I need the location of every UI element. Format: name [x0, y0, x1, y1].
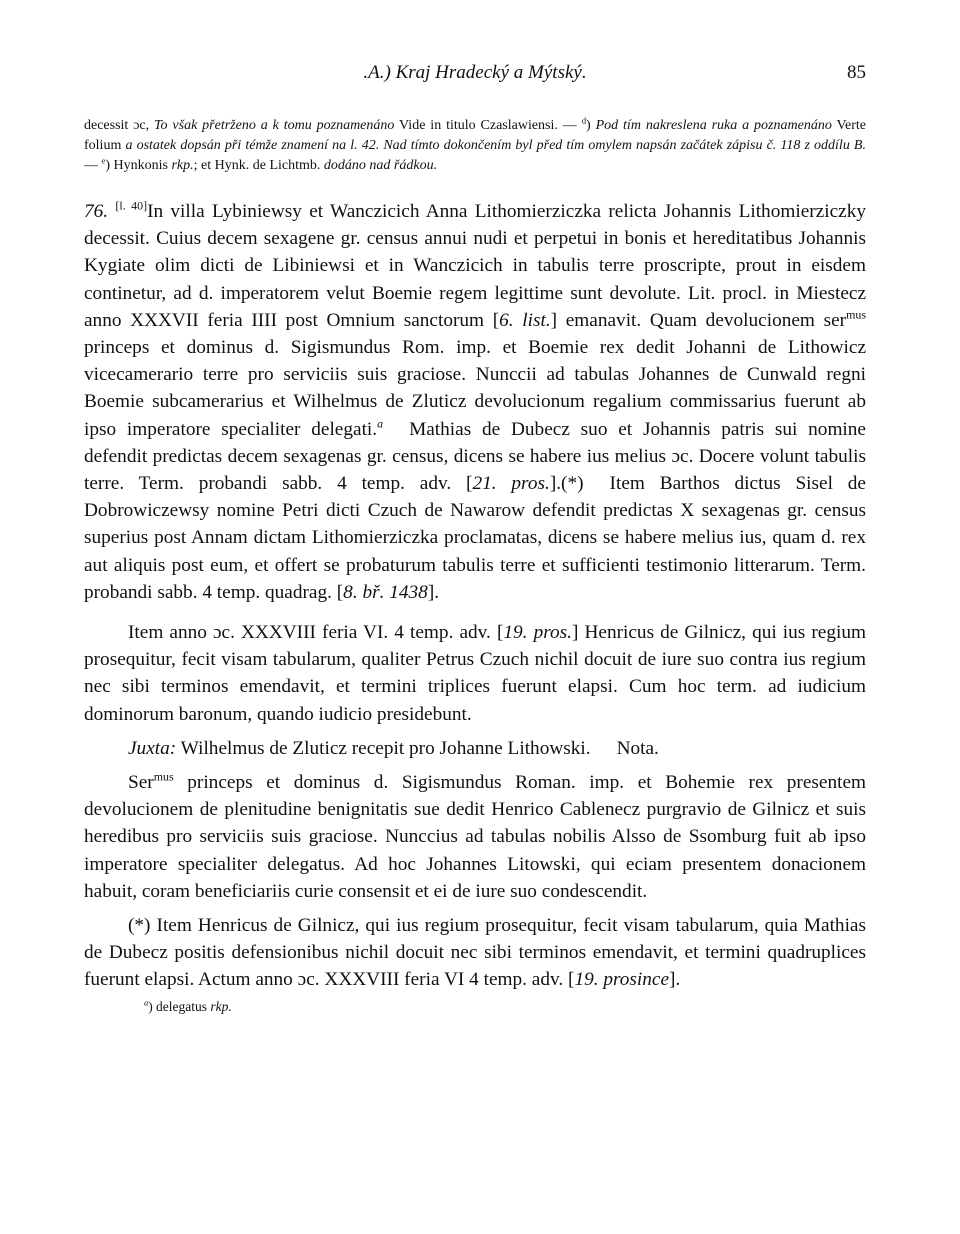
superscript: e [101, 155, 106, 166]
page-number: 85 [847, 62, 866, 83]
text-run: ) delegatus [148, 998, 211, 1014]
italic-run: 21. pros. [472, 473, 550, 495]
italic-run: a ostatek dopsán při témže znamení na l. 42. Nad tímto dokončením byl před tím omylem napsán začátek zápisu č. 118 z oddílu B. [125, 138, 866, 153]
text-run: ; et Hynk. de Lichtmb. [193, 158, 324, 173]
italic-run: 8. bř. 1438 [343, 581, 428, 603]
italic-run: rkp. [171, 158, 194, 173]
superscript: a [144, 998, 149, 1008]
text-run: Nota. [616, 737, 659, 759]
superscript: a [377, 416, 384, 431]
italic-run: Juxta: [128, 737, 177, 759]
italic-run: 19. pros. [503, 622, 572, 644]
text-run: ) [586, 118, 596, 133]
paragraph [84, 769, 866, 905]
superscript: mus [153, 769, 174, 784]
text-run: ) Hynkonis [105, 158, 172, 173]
text-run: Item Barthos dictus Sisel de Dobrowiczewsy nomine Petri dicti Czuch de Nawarow defendit predictas X sexagenas gr. census superius post Annam dictam Lithomierziczka proclamatas, dicens se habere melius ius, quam d. rex aut aliquis post eum, et offert se probaturum tabulis terre et sufficienti testimonio litterarum. Term. probandi sabb. 4 temp. quadrag. [ [84, 473, 866, 603]
superscript: [l. 40] [115, 198, 148, 213]
superscript: mus [846, 307, 866, 322]
italic-run: dodáno nad řádkou. [323, 158, 438, 173]
italic-run: rkp. [210, 998, 232, 1014]
paragraph [84, 198, 866, 606]
text-run: princeps et dominus d. Sigismundus Roman. imp. et Bohemie rex presentem devolucionem de plenitudine benignitatis sue dedit Henrico Cablenecz purgravio de Gilnicz et suis heredibus pro serviciis suis graciose. Nunccius ad tabulas nobilis Alsso de Ssomburg fuit ab ipso imperatore specialiter delegatus. Ad hoc Johannes Litowski, qui eciam presentem donacionem habuit, coram beneficiariis curie consensit et ei de iure suo condescendit. [84, 772, 866, 902]
text-run: Mathias de Dubecz suo et Johannis patris sui nomine defendit predictas decem sexagenas gr. census, dicens se habere ius melius ɔc. Docere volunt tabulis terre. Term. probandi sabb. 4 temp. adv. [ [84, 418, 866, 495]
running-header [84, 62, 866, 92]
text-run: decessit ɔc, [84, 118, 155, 133]
italic-run: Pod tím nakreslena ruka a poznamenáno [595, 118, 832, 133]
paragraph [84, 912, 866, 994]
text-run: Wilhelmus de Zluticz recepit pro Johanne Lithowski. [176, 737, 591, 759]
footnotes-top [84, 116, 866, 176]
text-run: Item anno ɔc. XXXVIII feria VI. 4 temp. adv. [ [128, 622, 504, 644]
main-text [84, 198, 866, 994]
text-run: In villa Lybiniewsy et Wanczicich Anna Lithomierziczka relicta Johannis Lithomierziczky decessit. Cuius decem sexagene gr. census annui nudi et perpetui in bonis et hereditatibus Johannis Kygiate olim dicti de Libiniewsi et in Wanczicich in tabulis terre proscripte, prout in eisdem continetur, ad d. imperatorem velut Boemie regem legittime sunt devolute. Lit. procl. in Miestecz anno XXXVII feria IIII post Omnium sanctorum [ [84, 201, 866, 331]
document-page [84, 62, 866, 1015]
italic-run: 6. list. [499, 309, 551, 331]
text-run: Verte folium [84, 118, 867, 153]
running-title: .A.) Kraj Hradecký a Mýtský. [363, 62, 587, 83]
paragraph [84, 619, 866, 728]
text-run: (*) Item Henricus de Gilnicz, qui ius regium prosequitur, fecit visam tabularum, quia Mathias de Dubecz positis defensionibus nichil docuit nec sibi terminos emendavit, et termini quadruplices fuerunt elapsi. Actum anno ɔc. XXXVIII feria VI 4 temp. adv. [ [84, 915, 866, 991]
apparatus-note [144, 999, 866, 1015]
text-run: ] emanavit. Quam devolucionem ser [550, 309, 847, 331]
text-run: ] Henricus de Gilnicz, qui ius regium prosequitur, fecit visam tabularum, qualiter Petrus Czuch nichil docuit de iure suo contra ius regium nec sibi terminos emendavit, et termini triplices fuerunt elapsi. Cum hoc term. ad iudicium dominorum baronum, quando iudicio presidebunt. [84, 622, 866, 725]
italic-run: To však přetrženo a k tomu poznamenáno [154, 118, 395, 133]
italic-run: 19. prosince [574, 969, 670, 991]
text-run: Vide in titulo Czaslawiensi. — [394, 118, 582, 133]
superscript: d [581, 115, 587, 126]
text-run: — [84, 158, 102, 173]
text-run: ]. [427, 581, 440, 603]
text-run: princeps et dominus d. Sigismundus Rom. imp. et Boemie rex dedit Johanni de Lithowicz vicecamerario terre pro serviciis suis graciose. Nunccii ad tabulas Johannes de Cunwald regni Boemie subcamerarius et Wilhelmus de Zluticz devolucionum regalium commissarius fuerunt ab ipso imperatore specialiter delegati. [84, 337, 866, 440]
text-run: Ser [128, 772, 154, 794]
italic-run: 76. [84, 201, 116, 222]
text-run: ].(*) [549, 473, 584, 495]
paragraph [84, 735, 866, 762]
text-run: ]. [669, 969, 681, 991]
